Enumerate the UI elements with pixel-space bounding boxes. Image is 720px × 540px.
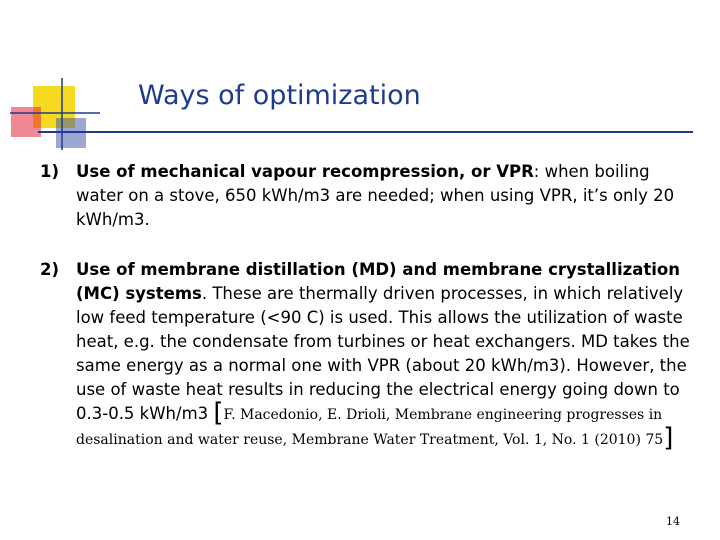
list-item-1 xyxy=(40,160,700,232)
page-number: 14 xyxy=(666,515,680,528)
list-item-heading: Use of membrane distillation (MD) and membrane crystallization (MC) systems xyxy=(76,260,680,303)
reference-bracket-close: ] xyxy=(663,423,674,453)
reference-citation: F. Macedonio, E. Drioli, Membrane engineering progresses in desalination and water reuse, Membrane Water Treatment, Vol. 1, No. 1 (2010) 75 xyxy=(76,407,664,448)
list-item-2 xyxy=(40,258,700,452)
logo-red-square xyxy=(11,107,41,137)
slide-title: Ways of optimization xyxy=(138,80,421,111)
list-item-number: 2) xyxy=(40,260,60,279)
title-divider xyxy=(38,131,693,133)
list-item-body xyxy=(76,160,700,232)
list-item-body xyxy=(76,258,700,452)
list-item-heading: Use of mechanical vapour recompression, or VPR xyxy=(76,162,534,181)
list-item-number: 1) xyxy=(40,162,60,181)
list-item-text: . These are thermally driven processes, in which relatively low feed temperature (<90 C) is used. This allows the utilization of waste heat, e.g. the condensate from turbines or heat exchangers. MD takes the same energy as a normal one with VPR (about 20 kWh/m3). However, the use of waste heat results in reducing the electrical energy going down to 0.3-0.5 kWh/m3 xyxy=(76,284,690,423)
list-item-text: : when boiling water on a stove, 650 kWh/m3 are needed; when using VPR, it’s only 20 kWh/m3. xyxy=(76,162,675,229)
reference-bracket-open: [ xyxy=(213,398,224,428)
slide-logo-decoration xyxy=(0,0,110,150)
logo-blue-square xyxy=(56,118,86,148)
